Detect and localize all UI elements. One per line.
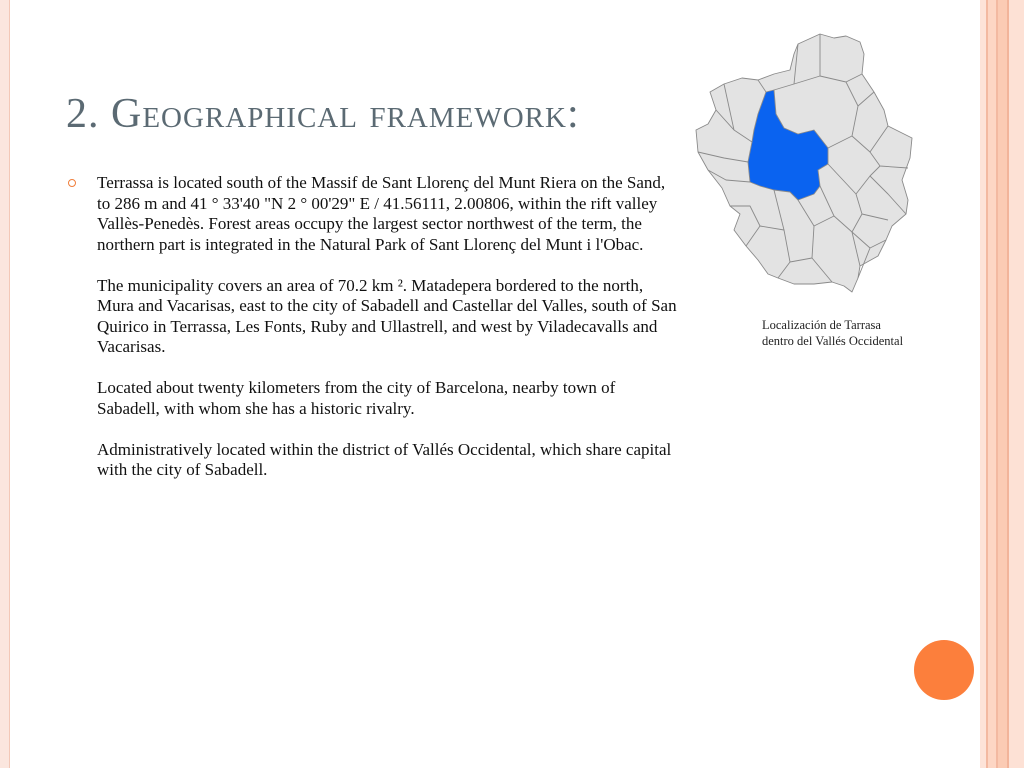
decorative-orange-circle xyxy=(914,640,974,700)
map-caption-line2: dentro del Vallés Occidental xyxy=(762,334,904,348)
district-map xyxy=(694,30,922,298)
paragraph-area-borders: The municipality covers an area of 70.2 km ². Matadepera bordered to the north, Mura and Vacarisas, east to the city of Sabadell and Castellar del Valles, south of San Quirico in Terrassa, Les Fonts, Ruby and Ullastrell, and west by Viladecavalls and Vacarisas. xyxy=(97,275,677,356)
left-frame-border xyxy=(0,0,10,768)
map-caption xyxy=(762,317,952,349)
bullet-list xyxy=(68,173,678,501)
bullet-item xyxy=(68,173,678,481)
map-caption-line1: Localización de Tarrasa xyxy=(762,318,881,332)
right-decorative-stripes xyxy=(980,0,1024,768)
slide-title: 2. Geographical framework: xyxy=(66,91,580,137)
district-map-svg xyxy=(694,30,922,298)
bullet-circle-icon xyxy=(68,179,76,187)
paragraph-barcelona: Located about twenty kilometers from the city of Barcelona, nearby town of Sabadell, with whom she has a historic rivalry. xyxy=(97,378,616,418)
paragraph-location: Terrassa is located south of the Massif de Sant Llorenç del Munt Riera on the Sand, to 286 m and 41 ° 33'40 "N 2 ° 00'29" E / 41.56111, 2.00806, within the rift valley Vallès-Penedès. Forest areas occupy the largest sector northwest of the term, the northern part is integrated in the Natural Park of Sant Llorenç del Munt i l'Obac. xyxy=(97,173,666,254)
paragraph-administration: Administratively located within the district of Vallés Occidental, which share capital with the city of Sabadell. xyxy=(97,439,672,479)
